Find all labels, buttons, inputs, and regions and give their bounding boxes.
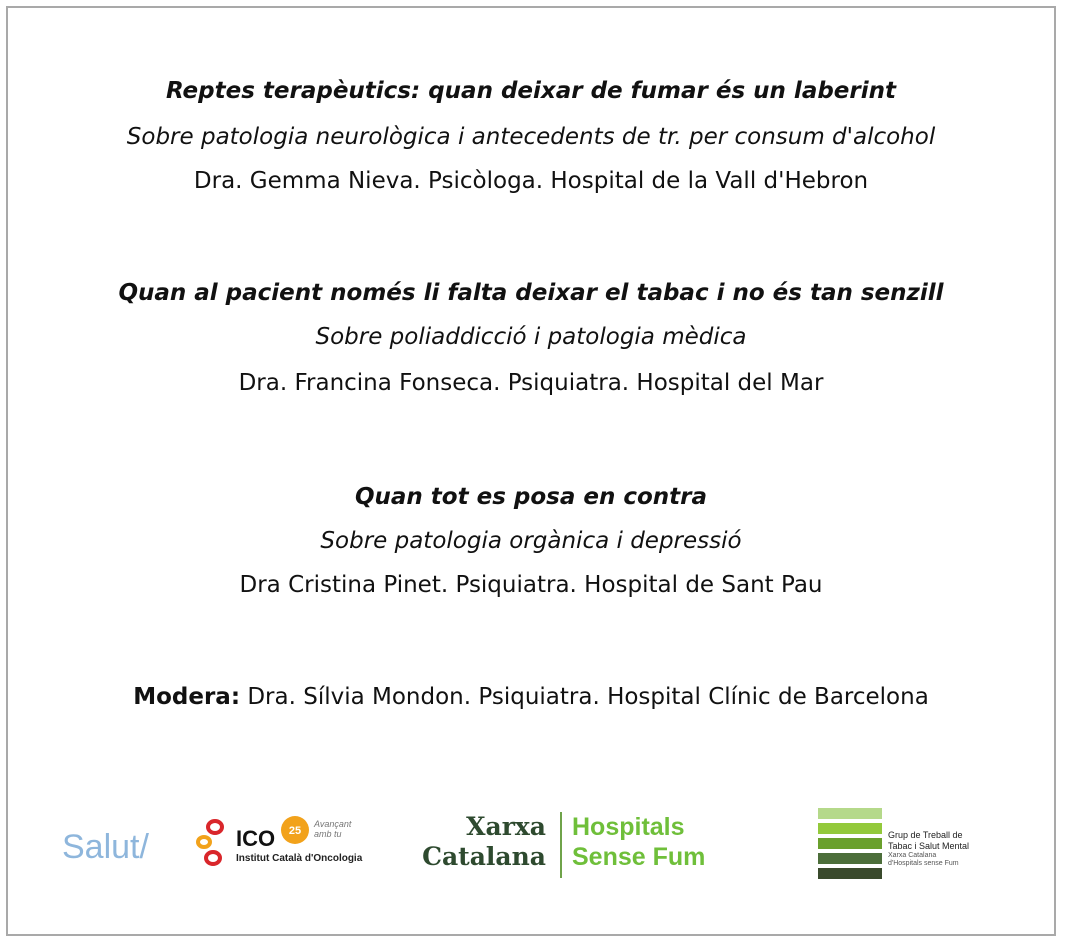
grup-treball-bars-icon: [818, 808, 882, 883]
hosp-line-2: Sense Fum: [572, 843, 706, 871]
session-2-speaker: Dra. Francina Fonseca. Psiquiatra. Hospital del Mar: [238, 370, 824, 396]
grup-line-2: Tabac i Salut Mental: [888, 841, 970, 851]
bar-4: [818, 853, 882, 864]
bar-1: [818, 808, 882, 819]
grup-treball-text: [888, 830, 969, 868]
bar-2: [818, 823, 882, 834]
moderator-text: Dra. Sílvia Mondon. Psiquiatra. Hospital Clínic de Barcelona: [240, 684, 929, 710]
ico-mark-icon: [195, 818, 231, 868]
session-2-title: Quan al pacient només li falta deixar el tabac i no és tan senzill: [118, 280, 944, 306]
grup-line-4: d'Hospitals sense Fum: [888, 860, 959, 867]
bar-3: [818, 838, 882, 849]
xarxa-catalana-logo: [422, 812, 546, 872]
session-3-subtitle: Sobre patologia orgànica i depressió: [320, 528, 742, 554]
session-2-subtitle: Sobre poliaddicció i patologia mèdica: [315, 324, 747, 350]
hosp-line-1: Hospitals: [572, 813, 685, 841]
salut-logo: Salut/: [62, 828, 149, 866]
xarxa-line-1: Xarxa: [466, 812, 546, 841]
xarxa-line-2: Catalana: [422, 842, 546, 871]
ico-25-badge-icon: [280, 815, 310, 845]
moderator-label: Modera:: [133, 684, 241, 710]
ico-logo-text: ICO: [236, 826, 276, 851]
session-1-subtitle: Sobre patologia neurològica i antecedents de tr. per consum d'alcohol: [126, 124, 936, 150]
session-3-speaker: Dra Cristina Pinet. Psiquiatra. Hospital de Sant Pau: [239, 572, 823, 598]
session-3-title: Quan tot es posa en contra: [354, 484, 708, 510]
ico-tagline: Avançant amb tu: [314, 819, 352, 839]
session-1-speaker: Dra. Gemma Nieva. Psicòloga. Hospital de la Vall d'Hebron: [193, 168, 869, 194]
content-frame: [6, 6, 1056, 936]
moderator-line: [8, 682, 1054, 712]
ico-full-name: Institut Català d'Oncologia: [236, 853, 363, 864]
hospitals-sense-fum-logo: [572, 812, 705, 872]
bar-5: [818, 868, 882, 879]
grup-line-1: Grup de Treball de: [888, 830, 963, 840]
logo-divider: [560, 812, 562, 878]
ico-badge-text: 25: [288, 825, 302, 837]
session-1-title: Reptes terapèutics: quan deixar de fumar és un laberint: [165, 78, 896, 104]
grup-line-3: Xarxa Catalana: [888, 852, 937, 859]
